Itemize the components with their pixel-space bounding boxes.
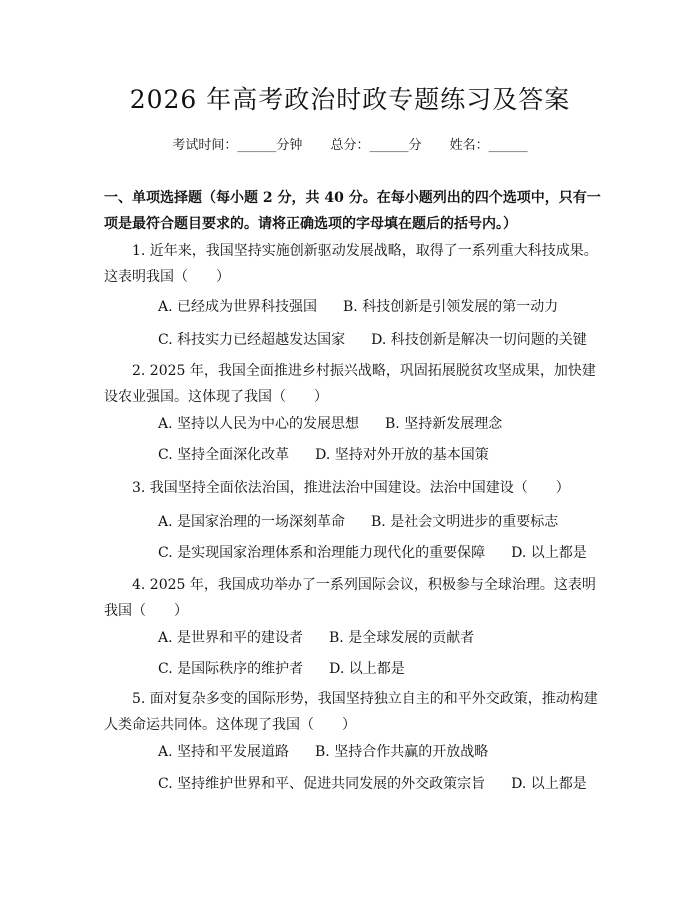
question-stem: 1. 近年来，我国坚持实施创新驱动发展战略，取得了一系列重大科技成果。这表明我国（ ）	[104, 243, 598, 285]
option-d: D. 坚持对外开放的基本国策	[315, 447, 489, 463]
question-5-options-row1	[158, 741, 488, 761]
option-b: B. 坚持新发展理念	[385, 416, 503, 432]
option-a: A. 坚持和平发展道路	[158, 744, 290, 760]
question-3-options-row1	[158, 511, 558, 531]
option-b: B. 坚持合作共赢的开放战略	[315, 744, 489, 760]
question-2	[104, 358, 604, 410]
question-stem: 4. 2025 年，我国成功举办了一系列国际会议，积极参与全球治理。这表明我国（ ）	[104, 577, 596, 619]
option-a: A. 是世界和平的建设者	[158, 630, 304, 646]
option-a: A. 坚持以人民为中心的发展思想	[158, 416, 360, 432]
option-b: B. 科技创新是引领发展的第一动力	[343, 299, 559, 315]
option-b: B. 是社会文明进步的重要标志	[371, 514, 559, 530]
option-a: A. 已经成为世界科技强国	[158, 299, 318, 315]
option-d: D. 以上都是	[511, 545, 587, 561]
question-4	[104, 572, 604, 624]
exam-meta	[0, 134, 700, 153]
question-1-options-row1	[158, 296, 558, 316]
option-b: B. 是全球发展的贡献者	[329, 630, 475, 646]
option-c: C. 坚持全面深化改革	[158, 447, 290, 463]
option-a: A. 是国家治理的一场深刻革命	[158, 514, 346, 530]
question-stem: 5. 面对复杂多变的国际形势，我国坚持独立自主的和平外交政策，推动构建人类命运共同体。这体现了我国（ ）	[104, 691, 598, 733]
option-d: D. 以上都是	[329, 661, 405, 677]
option-c: C. 坚持维护世界和平、促进共同发展的外交政策宗旨	[158, 776, 486, 792]
question-5	[104, 686, 604, 738]
question-4-options-row1	[158, 627, 474, 647]
question-stem: 3. 我国坚持全面依法治国，推进法治中国建设。法治中国建设（ ）	[132, 480, 570, 496]
question-3	[104, 475, 604, 501]
question-2-options-row1	[158, 413, 502, 433]
section-heading: 一、单项选择题（每小题 2 分，共 40 分。在每小题列出的四个选项中，只有一项是最符合题目要求的。请将正确选项的字母填在题后的括号内。）	[104, 190, 601, 232]
option-c: C. 科技实力已经超越发达国家	[158, 332, 346, 348]
option-c: C. 是国际秩序的维护者	[158, 661, 304, 677]
question-3-options-row2	[158, 542, 587, 562]
option-d: D. 科技创新是解决一切问题的关键	[371, 332, 587, 348]
page-title: 2026 年高考政治时政专题练习及答案	[129, 85, 571, 114]
question-1	[104, 238, 604, 290]
exam-name: 姓名：______	[449, 138, 528, 153]
question-4-options-row2	[158, 658, 405, 678]
question-2-options-row2	[158, 444, 489, 464]
question-5-options-row2	[158, 773, 587, 793]
exam-time: 考试时间：______分钟	[172, 138, 303, 153]
exam-score: 总分：______分	[330, 138, 422, 153]
question-stem: 2. 2025 年，我国全面推进乡村振兴战略，巩固拓展脱贫攻坚成果，加快建设农业强国。这体现了我国（ ）	[104, 363, 596, 405]
option-d: D. 以上都是	[511, 776, 587, 792]
option-c: C. 是实现国家治理体系和治理能力现代化的重要保障	[158, 545, 486, 561]
question-1-options-row2	[158, 329, 587, 349]
